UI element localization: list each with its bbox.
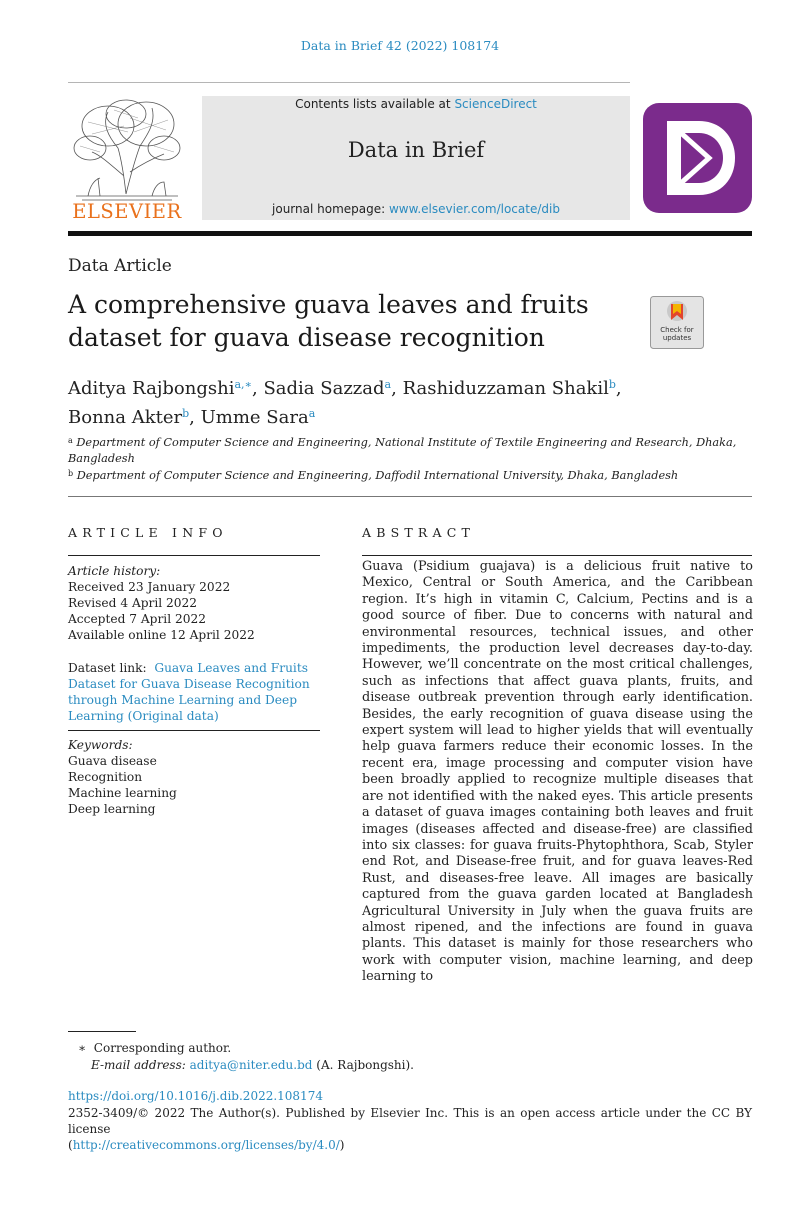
email-label: E-mail address: [91, 1058, 186, 1072]
dataset-link[interactable]: Guava Leaves and Fruits Dataset for Guava Disease Recognition through Machine Learning and Deep Learning (Original data) [68, 661, 310, 723]
history-received: Received 23 January 2022 [68, 580, 231, 594]
history-accepted: Accepted 7 April 2022 [68, 612, 206, 626]
abstract-text: Guava (Psidium guajava) is a delicious fruit native to Mexico, Central or South America, and the Caribbean region. It’s high in vitamin C, Calcium, Pectins and is a good source of fiber. Due to concerns with natural and environmental resources, technical issues, and other impediments, the production level decreases day-to-day. However, we’ll concentrate on the most critical challenges, such as infections that affect guava plants, fruits, and disease outbreak prevention through early identification. Besides, the early recognition of guava disease using the expert system will lead to higher yields that will eventually help guava farmers reduce their economic losses. In the recent era, image processing and computer vision have been broadly applied to recognize multiple diseases that are not identified with the naked eyes. This article presents a dataset of guava images containing both leaves and fruit images (diseases affected and disease-free) are classified into six classes: for guava fruits-Phytophthora, Scab, Styler end Rot, and Disease-free fruit, and for guava leaves-Red Rust, and diseases-free leave. All images are basically captured from the guava garden located at Bangladesh Agricultural University in July when the guava fruits are almost ripened, and the infections are found in guava plants. This dataset is mainly for those researchers who work with computer vision, machine learning, and deep learning to [362, 559, 753, 985]
keywords-block [68, 737, 320, 817]
affiliation-a [68, 433, 752, 467]
keyword: Deep learning [68, 802, 156, 816]
badge-label-line-1: Check for [660, 326, 694, 334]
corresponding-text: Corresponding author. [93, 1041, 232, 1055]
footnote-divider [68, 1031, 136, 1032]
header-divider [68, 82, 630, 83]
sciencedirect-link[interactable]: ScienceDirect [454, 97, 537, 111]
abstract-divider [362, 555, 752, 556]
license-url-line: (http://creativecommons.org/licenses/by/4.0/) [68, 1138, 345, 1152]
journal-citation[interactable]: Data in Brief 42 (2022) 108174 [300, 38, 500, 53]
affiliation-b [68, 466, 752, 484]
author[interactable]: Bonna Akter$^b$ [68, 407, 190, 428]
badge-label-line-2: updates [662, 334, 692, 342]
email-suffix: (A. Rajbongshi). [316, 1058, 414, 1072]
article-info-divider [68, 555, 320, 556]
keyword: Guava disease [68, 754, 157, 768]
author-list: Aditya Rajbongshi$^{a,∗}$, Sadia Sazzad$^a$, Rashiduzzaman Shakil$^b$, Bonna Akter$^b$, Umme Sara$^a$ [68, 378, 622, 428]
history-label: Article history: [68, 564, 161, 578]
history-revised: Revised 4 April 2022 [68, 596, 198, 610]
keyword: Recognition [68, 770, 143, 784]
doi-link[interactable]: https://doi.org/10.1016/j.dib.2022.108174 [68, 1089, 323, 1103]
keywords-label: Keywords: [68, 738, 133, 752]
author[interactable]: Sadia Sazzad$^a$ [263, 378, 392, 399]
email-link[interactable]: aditya@niter.edu.bd [189, 1058, 313, 1072]
article-info-heading: ARTICLE INFO [68, 525, 228, 540]
dataset-label: Dataset link: [68, 661, 147, 675]
contents-line [202, 97, 630, 111]
check-for-updates-badge[interactable] [650, 296, 704, 349]
contents-prefix: Contents lists available at [295, 97, 455, 111]
homepage-line [202, 202, 630, 216]
title-line-1: A comprehensive guava leaves and fruits [68, 290, 589, 319]
data-in-brief-logo [643, 103, 752, 213]
title-line-2: dataset for guava disease recognition [68, 323, 545, 352]
author[interactable]: Aditya Rajbongshi$^{a,∗}$ [68, 378, 253, 399]
license-block [68, 1105, 752, 1153]
email-note [91, 1057, 414, 1073]
license-url-link[interactable]: http://creativecommons.org/licenses/by/4.0/ [72, 1138, 340, 1152]
affiliation-text: Department of Computer Science and Engineering, National Institute of Textile Engineering and Research, Dhaka, Bangladesh [68, 436, 737, 465]
dataset-link-block [68, 660, 320, 724]
corresponding-author-note [78, 1040, 231, 1056]
article-title [68, 288, 628, 354]
homepage-prefix: journal homepage: [272, 202, 389, 216]
keywords-divider [68, 730, 320, 731]
journal-homepage-link[interactable]: www.elsevier.com/locate/dib [388, 202, 560, 216]
article-history [68, 563, 320, 643]
masthead-divider [68, 231, 752, 236]
journal-title: Data in Brief [347, 138, 485, 162]
abstract-heading: ABSTRACT [362, 525, 476, 540]
elsevier-wordmark: ELSEVIER [72, 200, 182, 223]
history-online: Available online 12 April 2022 [68, 628, 255, 642]
affiliation-mark: b [68, 469, 74, 478]
article-type: Data Article [68, 256, 172, 276]
author[interactable]: Umme Sara$^a$ [200, 407, 316, 428]
affiliation-text: Department of Computer Science and Engineering, Daffodil International University, Dhaka, Bangladesh [76, 469, 679, 482]
affiliation-divider [68, 496, 752, 497]
badge-label [650, 326, 704, 342]
license-text: 2352-3409/© 2022 The Author(s). Published by Elsevier Inc. This is an open access article under the CC BY license [68, 1106, 752, 1136]
author[interactable]: Rashiduzzaman Shakil$^b$ [402, 378, 616, 399]
keyword: Machine learning [68, 786, 177, 800]
affiliation-mark: a [68, 436, 73, 445]
corresponding-mark: ∗ [78, 1041, 87, 1055]
